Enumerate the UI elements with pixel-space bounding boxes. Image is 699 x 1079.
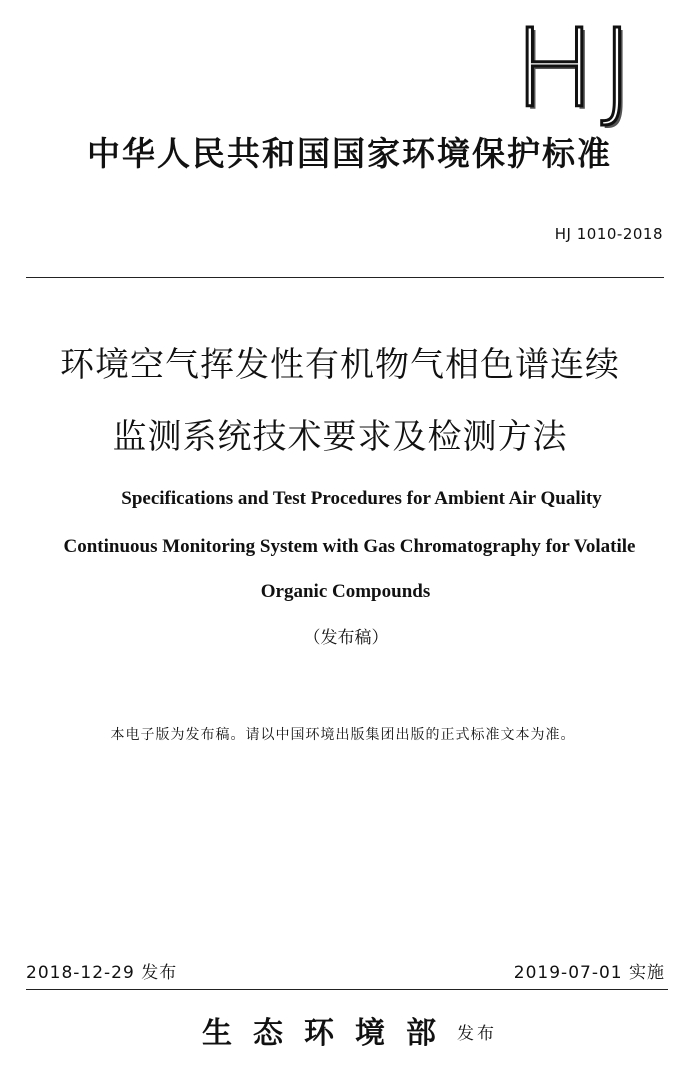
english-title-line-1: Specifications and Test Procedures for Ambient Air Quality — [121, 488, 602, 509]
chinese-title-line-1: 环境空气挥发性有机物气相色谱连续 — [60, 345, 620, 385]
top-divider — [26, 277, 664, 278]
standard-number: HJ 1010-2018 — [554, 225, 663, 243]
publisher-line — [0, 1014, 699, 1054]
english-title-line-3: Organic Compounds — [260, 581, 431, 602]
bottom-divider — [26, 989, 668, 990]
english-title-line-2: Continuous Monitoring System with Gas Chromatography for Volatile — [63, 536, 636, 557]
implementation-date: 2019-07-01 实施 — [513, 963, 665, 983]
hj-logo: HJ — [513, 7, 639, 132]
publisher-name: 生态环境部 — [202, 1016, 457, 1051]
publisher-suffix: 发布 — [457, 1024, 497, 1044]
draft-label: （发布稿） — [303, 628, 389, 648]
electronic-version-notice: 本电子版为发布稿。请以中国环境出版集团出版的正式标准文本为准。 — [110, 727, 576, 743]
chinese-title-line-2: 监测系统技术要求及检测方法 — [112, 417, 568, 457]
issue-date: 2018-12-29 发布 — [26, 963, 178, 983]
organization-title: 中华人民共和国国家环境保护标准 — [87, 134, 612, 173]
